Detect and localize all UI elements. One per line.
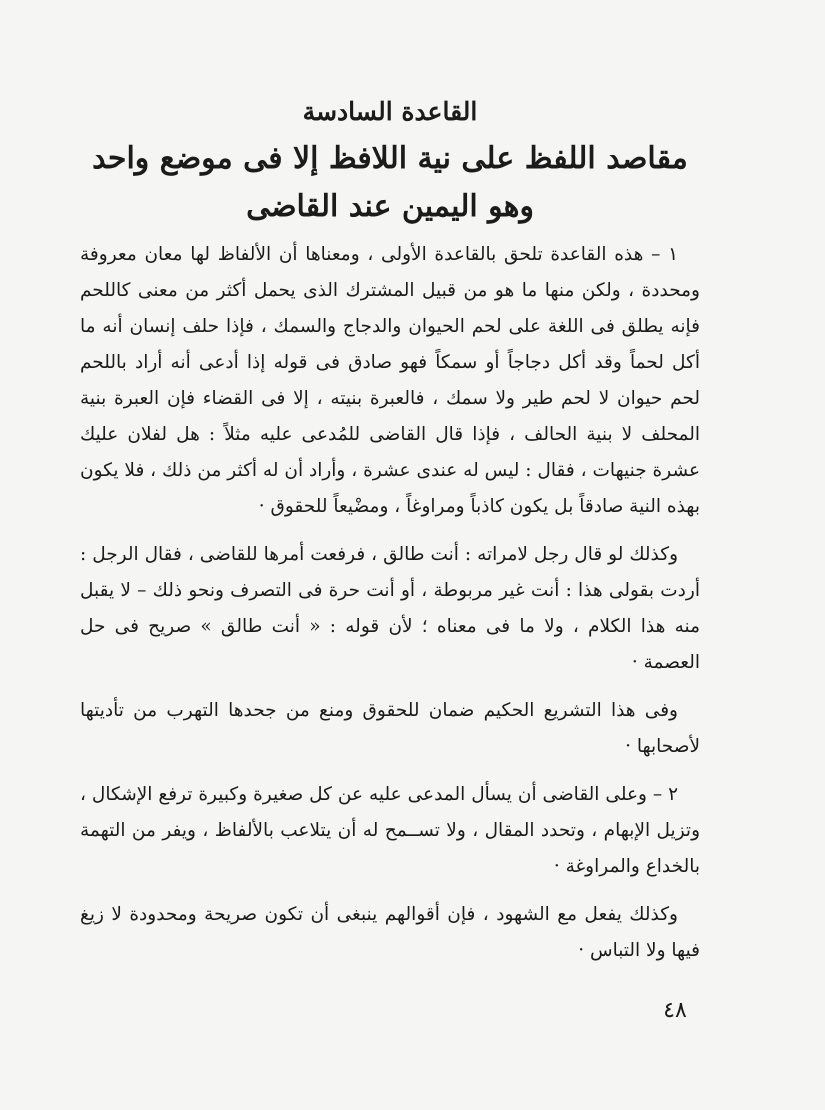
paragraph-spacer bbox=[80, 885, 700, 897]
subtitle: وهو اليمين عند القاضى bbox=[246, 188, 534, 224]
rule-title: القاعدة السادسة bbox=[302, 97, 478, 126]
main-title: مقاصد اللفظ على نية اللافظ إلا فى موضع واحد bbox=[92, 140, 688, 176]
paragraph-spacer bbox=[80, 765, 700, 777]
paragraph-3: وفى هذا التشريع الحكيم ضمان للحقوق ومنع من جحدها التهرب من تأديتها لأصحابها · bbox=[80, 699, 700, 757]
paragraph-2: وكذلك لو قال رجل لامراته : أنت طالق ، فرفعت أمرها للقاضى ، فقال الرجل : أردت بقولى هذا : أنت غير مربوطة ، أو أنت حرة فى التصرف ونحو ذلك – لا يقبل منه هذا الكلام ، ولا ما فى معناه ؛ لأن قوله : « أنت طالق » صريح فى حل العصمة · bbox=[80, 543, 700, 673]
paragraph-spacer bbox=[80, 681, 700, 693]
page-number: ٤٨ bbox=[663, 998, 687, 1023]
page-content bbox=[80, 96, 700, 969]
paragraph-spacer bbox=[80, 525, 700, 537]
paragraph-4: ٢ – وعلى القاضى أن يسأل المدعى عليه عن كل صغيرة وكبيرة ترفع الإشكال ، وتزيل الإبهام ، وتحدد المقال ، ولا تســمح له أن يتلاعب بالألفاظ ، ويفر من التهمة بالخداع والمراوغة · bbox=[80, 783, 700, 877]
paragraph-1: ١ – هذه القاعدة تلحق بالقاعدة الأولى ، ومعناها أن الألفاظ لها معان معروفة ومحددة ، ولكن منها ما هو من قبيل المشترك الذى يحمل أكثر من معنى كاللحم فإنه يطلق فى اللغة على لحم الحيوان والدجاج والسمك ، فإذا حلف إنسان أنه ما أكل لحماً وقد أكل دجاجاً أو سمكاً فهو صادق فى قوله إذا أدعى أنه أراد باللحم لحم حيوان لا لحم طير ولا سمك ، فالعبرة بنيته ، إلا فى القضاء فإن العبرة بنية المحلف لا بنية الحالف ، فإذا قال القاضى للمُدعى عليه مثلاً : هل لفلان عليك عشرة جنيهات ، فقال : ليس له عندى عشرة ، وأراد أن له أكثر من ذلك ، فلا يكون بهذه النية صادقاً بل يكون كاذباً ومراوغاً ، ومضْيعاً للحقوق · bbox=[80, 243, 700, 517]
paragraph-5: وكذلك يفعل مع الشهود ، فإن أقوالهم ينبغى أن تكون صريحة ومحدودة لا زيغ فيها ولا التباس · bbox=[80, 903, 700, 961]
